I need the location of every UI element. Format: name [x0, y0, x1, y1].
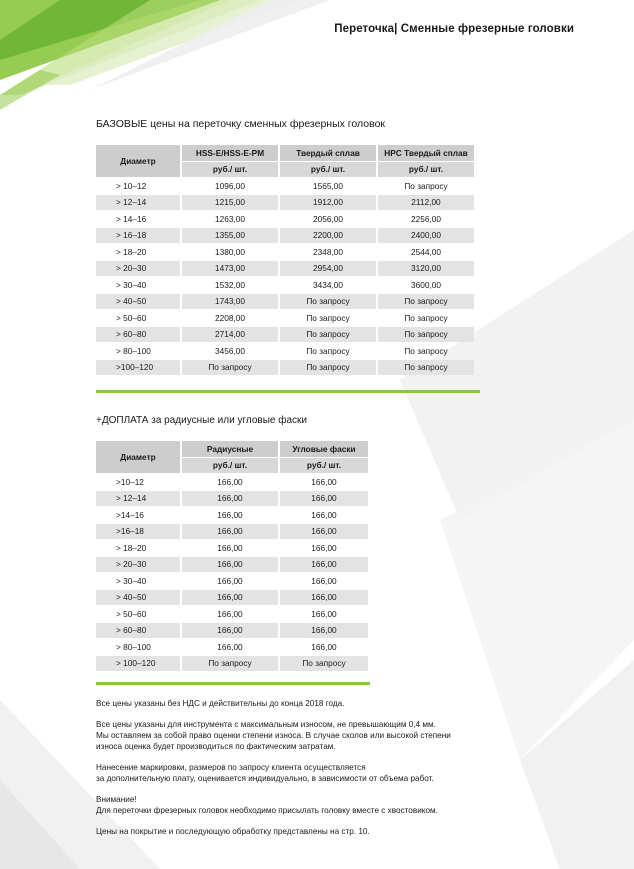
price-cell: 2256,00 — [411, 213, 441, 224]
table-row — [96, 507, 368, 523]
base-prices-table — [94, 144, 476, 376]
note-paragraph — [96, 826, 556, 837]
table-row — [96, 178, 474, 194]
table-row — [96, 524, 368, 540]
table-row — [96, 294, 474, 310]
price-cell: 166,00 — [311, 575, 337, 586]
price-cell: По запросу — [378, 294, 474, 310]
unit-label: руб./ шт. — [182, 162, 278, 178]
diameter-cell: > 18–20 — [116, 246, 147, 257]
price-cell: По запросу — [306, 312, 350, 323]
price-cell: 2714,00 — [182, 327, 278, 343]
note-paragraph — [96, 698, 556, 709]
diameter-cell: > 18–20 — [116, 542, 147, 553]
unit-label: руб./ шт. — [182, 458, 278, 474]
table-row — [96, 195, 474, 211]
price-cell: 166,00 — [280, 623, 368, 639]
note-line: Мы оставляем за собой право оценки степени износа. В случае сколов или высокой степени — [96, 731, 451, 740]
table-row — [96, 639, 368, 655]
page-header-title: Переточка| Сменные фрезерные головки — [334, 23, 574, 35]
price-cell: 1096,00 — [215, 180, 245, 191]
price-cell: По запросу — [280, 360, 376, 376]
table-row — [96, 360, 474, 376]
diameter-cell: > 14–16 — [116, 213, 147, 224]
price-cell: 2208,00 — [215, 312, 245, 323]
price-cell: По запросу — [404, 312, 448, 323]
table-row — [96, 623, 368, 639]
price-cell: 2056,00 — [313, 213, 343, 224]
price-cell: 166,00 — [217, 608, 243, 619]
footnotes — [96, 698, 556, 847]
price-cell: 3456,00 — [215, 345, 245, 356]
note-line: Цены на покрытие и последующую обработку представлены на стр. 10. — [96, 827, 370, 836]
diameter-cell: >10–12 — [116, 476, 144, 487]
price-cell: 2348,00 — [313, 246, 343, 257]
note-line: Все цены указаны для инструмента с максимальным износом, не превышающим 0,4 мм. — [96, 720, 436, 729]
diameter-cell: >14–16 — [116, 509, 144, 520]
price-cell: 1743,00 — [182, 294, 278, 310]
note-paragraph — [96, 719, 556, 752]
diameter-cell: > 80–100 — [116, 345, 151, 356]
price-cell: По запросу — [182, 656, 278, 672]
price-cell: По запросу — [182, 360, 278, 376]
price-cell: 166,00 — [311, 641, 337, 652]
table-row — [96, 590, 368, 606]
note-line: Для переточки фрезерных головок необходимо присылать головку вместе с хвостовиком. — [96, 806, 438, 815]
table-row — [96, 277, 474, 293]
price-cell: 166,00 — [217, 575, 243, 586]
price-cell: По запросу — [280, 294, 376, 310]
table-row — [96, 327, 474, 343]
price-cell: 166,00 — [280, 491, 368, 507]
note-paragraph — [96, 794, 556, 816]
diameter-cell: > 12–14 — [96, 195, 180, 211]
divider-line — [96, 390, 480, 393]
diameter-cell: > 20–30 — [96, 557, 180, 573]
price-cell: 166,00 — [280, 590, 368, 606]
price-cell: 166,00 — [217, 476, 243, 487]
diameter-cell: > 60–80 — [96, 623, 180, 639]
price-cell: 2954,00 — [280, 261, 376, 277]
note-line: Внимание! — [96, 795, 137, 804]
price-cell: По запросу — [378, 360, 474, 376]
price-cell: 166,00 — [280, 557, 368, 573]
note-line: Нанесение маркировки, размеров по запросу клиента осуществляется — [96, 763, 366, 772]
table-row — [96, 343, 474, 359]
note-line: износа оценка будет производиться по фактическим затратам. — [96, 742, 336, 751]
diameter-cell: >100–120 — [96, 360, 180, 376]
price-cell: 166,00 — [217, 509, 243, 520]
price-cell: 3600,00 — [411, 279, 441, 290]
diameter-cell: > 40–50 — [96, 590, 180, 606]
price-cell: По запросу — [404, 180, 448, 191]
price-cell: 166,00 — [182, 524, 278, 540]
diameter-cell: > 50–60 — [116, 312, 147, 323]
price-cell: 166,00 — [182, 623, 278, 639]
price-cell: 1912,00 — [280, 195, 376, 211]
table-row — [96, 474, 368, 490]
diameter-cell: > 16–18 — [96, 228, 180, 244]
price-cell: 166,00 — [182, 557, 278, 573]
price-cell: 166,00 — [311, 542, 337, 553]
header-hpc-carbide: HPC Твердый сплав — [378, 145, 474, 161]
header-hss: HSS-E/HSS-E-PM — [182, 145, 278, 161]
price-cell: 166,00 — [182, 590, 278, 606]
table-row — [96, 557, 368, 573]
table-row — [96, 244, 474, 260]
price-cell: 1215,00 — [182, 195, 278, 211]
unit-label: руб./ шт. — [378, 162, 474, 178]
price-cell: 166,00 — [217, 641, 243, 652]
header-carbide: Твердый сплав — [280, 145, 376, 161]
table-row — [96, 228, 474, 244]
price-cell: По запросу — [306, 345, 350, 356]
diameter-cell: > 12–14 — [96, 491, 180, 507]
table2-title: +ДОПЛАТА за радиусные или угловые фаски — [96, 415, 307, 426]
price-cell: 166,00 — [311, 476, 337, 487]
note-line: за дополнительную плату, оценивается индивидуально, в зависимости от объема работ. — [96, 774, 434, 783]
table-row — [96, 261, 474, 277]
price-cell: 1355,00 — [182, 228, 278, 244]
divider-line — [96, 682, 370, 685]
unit-label: руб./ шт. — [280, 162, 376, 178]
price-cell: 3434,00 — [313, 279, 343, 290]
price-cell: 166,00 — [182, 491, 278, 507]
note-paragraph — [96, 762, 556, 784]
price-cell: 1532,00 — [215, 279, 245, 290]
price-cell: 1565,00 — [313, 180, 343, 191]
price-cell: По запросу — [280, 327, 376, 343]
price-cell: 166,00 — [311, 608, 337, 619]
table-row — [96, 491, 368, 507]
header-diameter: Диаметр — [96, 441, 180, 473]
price-cell: По запросу — [378, 327, 474, 343]
price-cell: 1263,00 — [215, 213, 245, 224]
table-row — [96, 540, 368, 556]
diameter-cell: > 20–30 — [96, 261, 180, 277]
table1-title: БАЗОВЫЕ цены на переточку сменных фрезерных головок — [96, 118, 385, 130]
price-cell: 2112,00 — [378, 195, 474, 211]
price-cell: 166,00 — [280, 524, 368, 540]
diameter-cell: > 60–80 — [96, 327, 180, 343]
price-cell: 1380,00 — [215, 246, 245, 257]
price-cell: 2200,00 — [280, 228, 376, 244]
price-cell: 2400,00 — [378, 228, 474, 244]
unit-label: руб./ шт. — [280, 458, 368, 474]
price-cell: По запросу — [280, 656, 368, 672]
price-cell: 1473,00 — [182, 261, 278, 277]
price-cell: По запросу — [404, 345, 448, 356]
table-row — [96, 573, 368, 589]
price-cell: 3120,00 — [378, 261, 474, 277]
diameter-cell: > 30–40 — [116, 575, 147, 586]
price-cell: 2544,00 — [411, 246, 441, 257]
diameter-cell: > 30–40 — [116, 279, 147, 290]
diameter-cell: > 100–120 — [96, 656, 180, 672]
header-radius: Радиусные — [182, 441, 278, 457]
diameter-cell: > 10–12 — [116, 180, 147, 191]
table-row — [96, 656, 368, 672]
table-row — [96, 211, 474, 227]
diameter-cell: > 80–100 — [116, 641, 151, 652]
header-chamfer: Угловые фаски — [280, 441, 368, 457]
diameter-cell: > 40–50 — [96, 294, 180, 310]
table-row — [96, 310, 474, 326]
header-diameter: Диаметр — [96, 145, 180, 177]
table-row — [96, 606, 368, 622]
price-cell: 166,00 — [217, 542, 243, 553]
surcharge-table — [94, 440, 370, 672]
diameter-cell: >16–18 — [96, 524, 180, 540]
diameter-cell: > 50–60 — [116, 608, 147, 619]
price-cell: 166,00 — [311, 509, 337, 520]
note-line: Все цены указаны без НДС и действительны до конца 2018 года. — [96, 699, 345, 708]
